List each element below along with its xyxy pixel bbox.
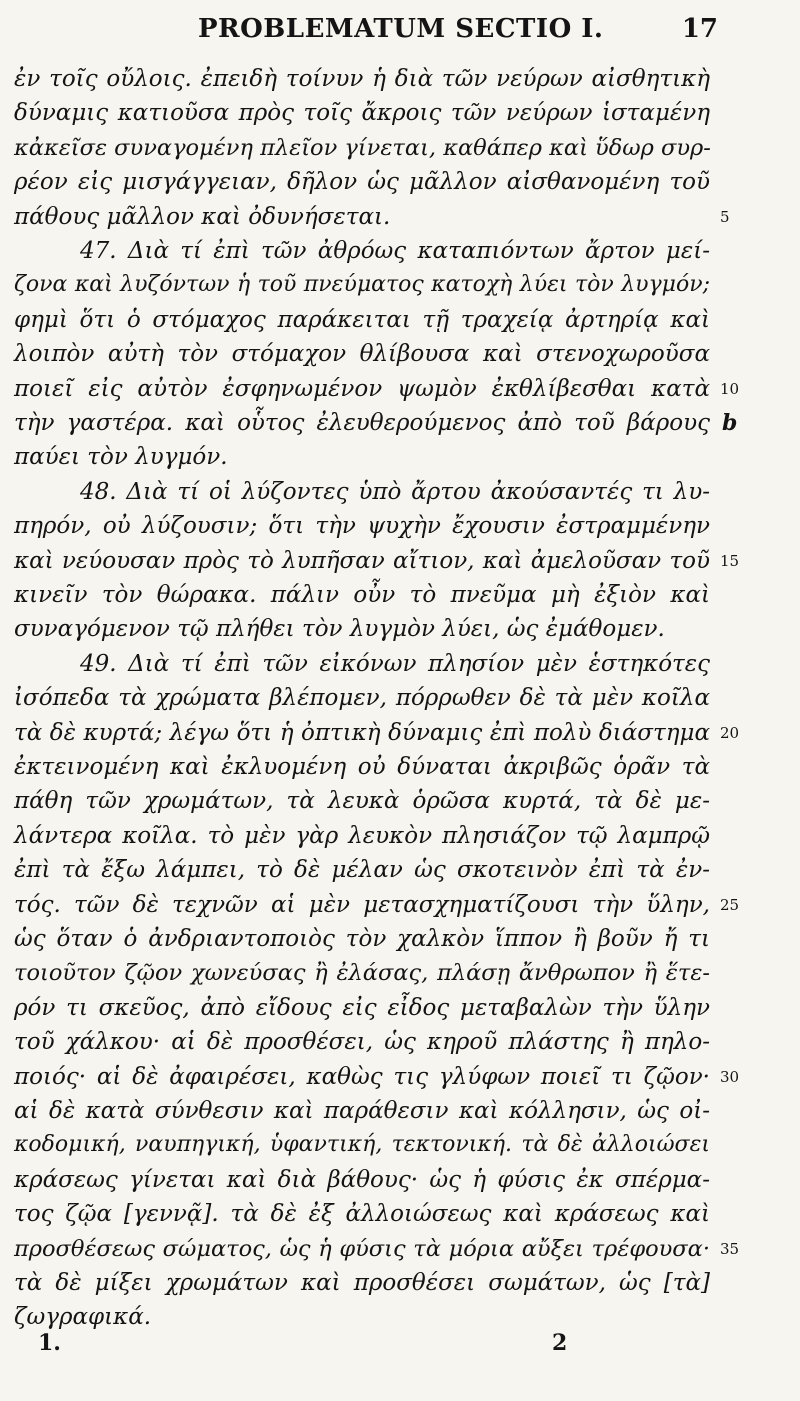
margin-line-number: 15 <box>720 551 740 570</box>
text-line: λάντερα κοῖλα. τὸ μὲν γὰρ λευκὸν πλησιάζον τῷ λαμπρῷ <box>14 822 710 849</box>
text-line: προσθέσεως σώματος, ὡς ἡ φύσις τὰ μόρια αὔξει τρέφουσα· <box>14 1235 710 1262</box>
footer-gathering: 2 <box>552 1330 568 1357</box>
text-line: πάθους μᾶλλον καὶ ὀδυνήσεται. <box>14 203 391 230</box>
margin-line-number: 30 <box>720 1067 740 1086</box>
margin-column-marker: b <box>722 410 738 436</box>
text-line: κράσεως γίνεται καὶ διὰ βάθους· ὡς ἡ φύσις ἐκ σπέρμα- <box>14 1166 710 1193</box>
text-line: λοιπὸν αὐτὴ τὸν στόμαχον θλίβουσα καὶ στενοχωροῦσα <box>14 341 710 368</box>
text-line: τὰ δὲ κυρτά; λέγω ὅτι ἡ ὀπτικὴ δύναμις ἐπὶ πολὺ διάστημα <box>14 719 710 746</box>
problem-heading-47: 47. Διὰ τί ἐπὶ τῶν ἀθρόως καταπιόντων ἄρτον μεί- <box>80 238 710 264</box>
text-line: τός. τῶν δὲ τεχνῶν αἱ μὲν μετασχηματίζουσι τὴν ὕλην, <box>14 891 710 918</box>
text-line: κινεῖν τὸν θώρακα. πάλιν οὖν τὸ πνεῦμα μὴ ἐξιὸν καὶ <box>14 582 710 608</box>
text-line: ζονα καὶ λυζόντων ἡ τοῦ πνεύματος κατοχὴ λύει τὸν λυγμόν; <box>14 272 710 298</box>
margin-line-number: 20 <box>720 723 740 742</box>
text-line: τοιοῦτον ζῷον χωνεύσας ἢ ἐλάσας, πλάσῃ ἄνθρωπον ἢ ἕτε- <box>14 960 710 987</box>
text-line: πάθη τῶν χρωμάτων, τὰ λευκὰ ὁρῶσα κυρτά, τὰ δὲ με- <box>14 788 710 815</box>
text-line: πηρόν, οὐ λύζουσιν; ὅτι τὴν ψυχὴν ἔχουσιν ἐστραμμένην <box>14 513 710 540</box>
text-line: τὰ δὲ μίξει χρωμάτων καὶ προσθέσει σωμάτων, ὡς [τὰ] <box>14 1270 710 1296</box>
text-line: ποιεῖ εἰς αὐτὸν ἐσφηνωμένον ψωμὸν ἐκθλίβεσθαι κατὰ <box>14 375 710 402</box>
text-line: ἰσόπεδα τὰ χρώματα βλέπομεν, πόρρωθεν δὲ τὰ μὲν κοῖλα <box>14 685 710 712</box>
margin-line-number: 35 <box>720 1239 740 1258</box>
text-line: τοῦ χάλκου· αἱ δὲ προσθέσει, ὡς κηροῦ πλάστης ἢ πηλο- <box>14 1029 710 1056</box>
text-line: ἐπὶ τὰ ἔξω λάμπει, τὸ δὲ μέλαν ὡς σκοτεινὸν ἐπὶ τὰ ἐν- <box>14 857 710 884</box>
text-line: ρέον εἰς μισγάγγειαν, δῆλον ὡς μᾶλλον αἰσθανομένη τοῦ <box>14 169 710 196</box>
footer-signature: 1. <box>38 1330 61 1357</box>
text-line: αἱ δὲ κατὰ σύνθεσιν καὶ παράθεσιν καὶ κόλλησιν, ὡς οἰ- <box>14 1098 710 1124</box>
margin-line-number: 10 <box>720 379 740 398</box>
text-line: τὴν γαστέρα. καὶ οὗτος ἐλευθερούμενος ἀπὸ τοῦ βάρους <box>14 410 710 436</box>
page-header <box>198 14 718 54</box>
text-line: καὶ νεύουσαν πρὸς τὸ λυπῆσαν αἴτιον, καὶ ἀμελοῦσαν τοῦ <box>14 547 710 574</box>
text-line: ὡς ὅταν ὁ ἀνδριαντοποιὸς τὸν χαλκὸν ἵππον ἢ βοῦν ἤ τι <box>14 926 710 952</box>
text-line: δύναμις κατιοῦσα πρὸς τοῖς ἄκροις τῶν νεύρων ἱσταμένη <box>14 100 710 127</box>
text-line: ρόν τι σκεῦος, ἀπὸ εἴδους εἰς εἶδος μεταβαλὼν τὴν ὕλην <box>14 994 710 1021</box>
text-line: κοδομική, ναυπηγική, ὑφαντική, τεκτονική. τὰ δὲ ἀλλοιώσει <box>14 1132 710 1158</box>
problem-heading-48: 48. Διὰ τί οἱ λύζοντες ὑπὸ ἄρτου ἀκούσαντές τι λυ- <box>80 478 710 505</box>
text-line: ἐν τοῖς οὔλοις. ἐπειδὴ τοίνυν ἡ διὰ τῶν νεύρων αἰσθητικὴ <box>14 66 710 92</box>
text-line: φημὶ ὅτι ὁ στόμαχος παράκειται τῇ τραχείᾳ ἀρτηρίᾳ καὶ <box>14 306 710 333</box>
problem-heading-49: 49. Διὰ τί ἐπὶ τῶν εἰκόνων πλησίον μὲν ἑστηκότες <box>80 650 710 677</box>
running-title: PROBLEMATUM SECTIO I. <box>198 14 604 44</box>
text-line: ἐκτεινομένη καὶ ἐκλυομένη οὐ δύναται ἀκριβῶς ὁρᾶν τὰ <box>14 754 710 780</box>
page-number: 17 <box>681 14 718 44</box>
text-line: ποιός· αἱ δὲ ἀφαιρέσει, καθὼς τις γλύφων ποιεῖ τι ζῷον· <box>14 1063 710 1090</box>
margin-line-number: 5 <box>720 207 730 226</box>
text-line: συναγόμενον τῷ πλήθει τὸν λυγμὸν λύει, ὡς ἐμάθομεν. <box>14 616 665 643</box>
text-line: κἀκεῖσε συναγομένη πλεῖον γίνεται, καθάπερ καὶ ὕδωρ συρ- <box>14 134 711 161</box>
text-line: παύει τὸν λυγμόν. <box>14 444 228 471</box>
margin-line-number: 25 <box>720 895 740 914</box>
text-line: τος ζῷα [γεννᾷ]. τὰ δὲ ἐξ ἀλλοιώσεως καὶ κράσεως καὶ <box>14 1201 710 1228</box>
text-line: ζωγραφικά. <box>14 1304 152 1331</box>
